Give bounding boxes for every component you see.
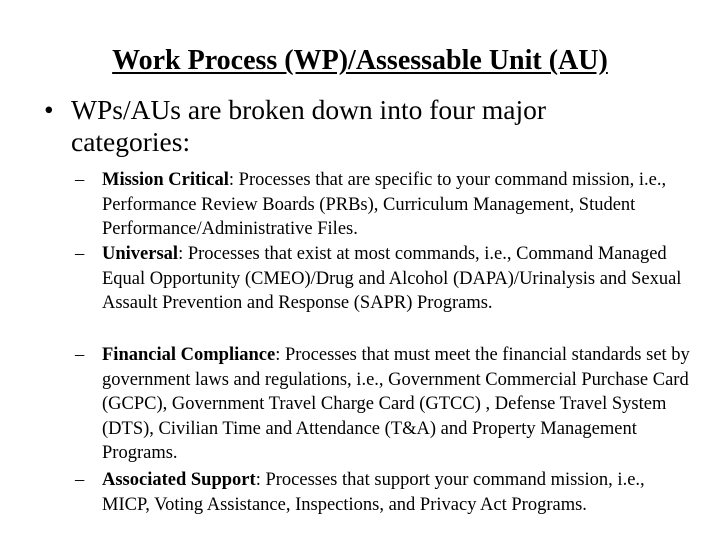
bullet-text: WPs/AUs are broken down into four major categories: <box>71 94 547 157</box>
category-universal <box>75 242 695 316</box>
main-bullet <box>44 94 664 158</box>
category-description: : Processes that exist at most commands, i.e., Command Managed Equal Opportunity (CMEO)/Drug and Alcohol (DAPA)/Urinalysis and Sexual Assault Prevention and Response (SAPR) Programs. <box>102 244 682 313</box>
category-term: Mission Critical <box>102 170 229 190</box>
category-description: : Processes that support your command mission, i.e., MICP, Voting Assistance, Inspections, and Privacy Act Programs. <box>102 470 645 515</box>
category-term: Associated Support <box>102 470 256 490</box>
dash-marker: – <box>75 244 85 264</box>
bullet-marker: • <box>44 94 54 125</box>
slide-title: Work Process (WP)/Assessable Unit (AU) <box>112 45 608 76</box>
category-term: Financial Compliance <box>102 345 276 365</box>
dash-marker: – <box>75 170 85 190</box>
category-mission-critical <box>75 168 695 242</box>
dash-marker: – <box>75 470 85 490</box>
category-description: : Processes that must meet the financial standards set by government laws and regulations, i.e., Government Commercial Purchase Card (GCPC), Government Travel Charge Card (GTCC) , Defense Travel System (DTS), Civilian Time and Attendance (T&A) and Property Management Programs. <box>102 345 690 463</box>
category-description: : Processes that are specific to your command mission, i.e., Performance Review Boards (PRBs), Curriculum Management, Student Performance/Administrative Files. <box>102 170 667 239</box>
dash-marker: – <box>75 345 85 365</box>
category-associated-support <box>75 468 695 517</box>
category-financial-compliance <box>75 343 695 466</box>
category-term: Universal <box>102 244 179 264</box>
